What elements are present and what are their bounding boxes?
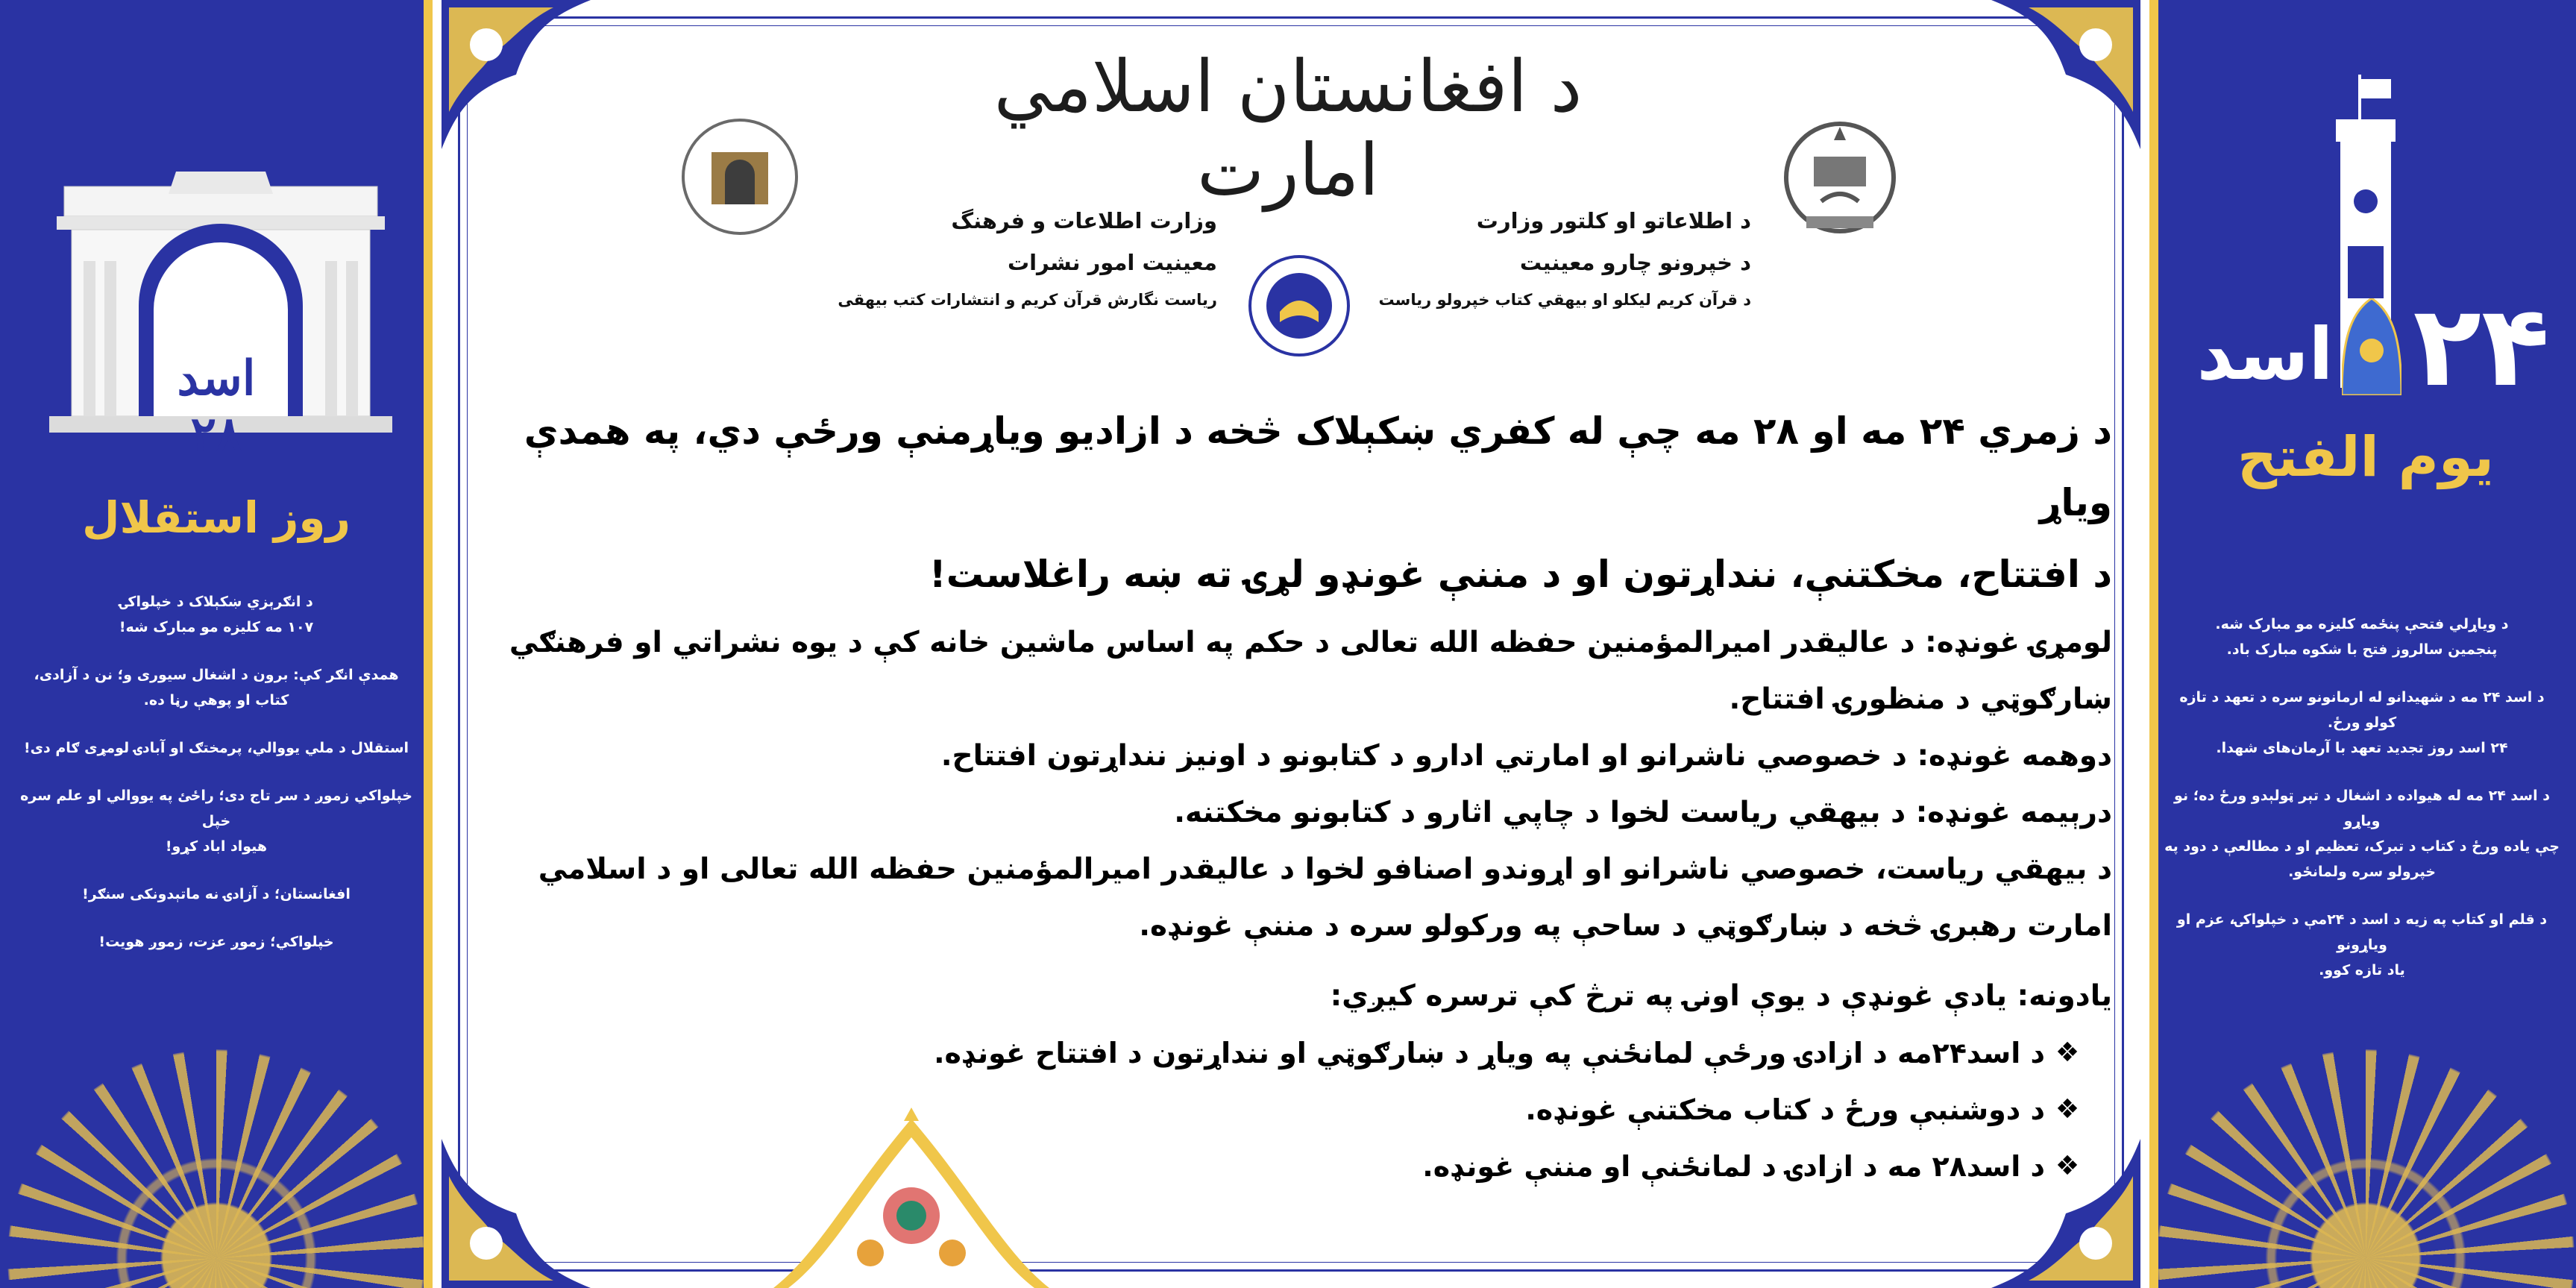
note-bullet-list xyxy=(471,1025,2112,1195)
right-note: د اسد ۲۴ مه له هیواده د اشغال د تېر ټولېدو ورځ ده؛ نو ویاړو چې یاده ورځ د کتاب د تبرک، تعظیم او د مطالعې د دود په خپرولو سره ولمانځو. xyxy=(2164,788,2560,880)
right-side-panel xyxy=(2149,0,2576,1288)
left-notes xyxy=(15,589,418,977)
left-mandala-ornament xyxy=(7,1049,425,1288)
list-item-text: د اسد۲۸ مه د ازادۍ د لمانځنې او مننې غونډه. xyxy=(1422,1150,2045,1183)
ministry-logo-icon xyxy=(680,113,799,240)
diamond-bullet-icon: ❖ xyxy=(2055,1037,2080,1068)
diamond-bullet-icon: ❖ xyxy=(2055,1094,2080,1125)
list-item xyxy=(471,1081,2090,1138)
emirate-emblem-icon xyxy=(1777,112,1903,246)
deputy-ministry-name: د خپرونو چارو معینیت xyxy=(1519,250,1751,275)
headline-line: د زمري ۲۴ مه او ۲۸ مه چې له کفري ښکېلاک څخه د ازادیو ویاړمنې ورځې دي، په همدې ویاړ xyxy=(524,409,2112,524)
directorate-name: ریاست نگارش قرآن کریم و انتشارات کتب بیهقی xyxy=(838,291,1217,309)
left-side-panel xyxy=(0,0,433,1288)
list-item xyxy=(471,1138,2090,1195)
deputy-ministry-name: معینیت امور نشرات xyxy=(1007,250,1217,275)
right-note: د اسد ۲۴ مه د شهیدانو له ارمانونو سره د تعهد د تازه کولو ورځ. ۲۴ اسد روز تجدید تعهد با آرمان‌های شهدا. xyxy=(2179,689,2545,756)
event-paragraph: درېیمه غونډه: د بیهقي ریاست لخوا د چاپي اثارو د کتابونو مخکتنه. xyxy=(1174,796,2112,829)
emirate-title: د افغانستان اسلامي امارت xyxy=(993,45,1583,212)
bayhaqi-logo-icon xyxy=(1247,254,1351,358)
event-paragraph: د بیهقي ریاست، خصوصي ناشرانو او اړوندو اصنافو لخوا د عالیقدر امیرالمؤمنین حفظه الله تعالی او د اسلامي امارت رهبرۍ څخه د ښارګوټي د ساحې په ورکولو سره د مننې غونډه. xyxy=(538,852,2112,943)
victory-day-banner: یوم الفتح xyxy=(2237,425,2495,489)
main-poster xyxy=(442,0,2140,1288)
ministry-block-dari xyxy=(829,200,1217,316)
right-note: د قلم او کتاب په زیه د اسد د ۲۴مې د خپلواکۍ، عزم او ویاړونو یاد تازه کوو. xyxy=(2176,911,2548,978)
corner-ornament-icon xyxy=(442,0,591,149)
left-note: د انګرېزي ښکېلاک د خپلواکۍ ۱۰۷ مه کلیزه مو مبارک شه! xyxy=(119,594,314,635)
left-note: استقلال د ملي یووالي، پرمختګ او آبادۍ لومړی ګام دی! xyxy=(23,740,409,756)
right-notes xyxy=(2164,612,2560,1005)
floral-dome-ornament-icon xyxy=(773,1104,1049,1288)
list-item xyxy=(471,1025,2090,1081)
ministry-block-pashto xyxy=(1363,200,1751,316)
date-badge-word: اسد xyxy=(2196,312,2334,396)
left-note: افغانستان؛ د آزادۍ نه ماتېدونکی سنګر! xyxy=(82,886,351,902)
directorate-name: د قرآن کریم لیکلو او بیهقي کتاب خپرولو ریاست xyxy=(1378,291,1751,309)
headline-line: د افتتاح، مخکتنې، ننداړتون او د مننې غونډو لړۍ ته ښه راغلاست! xyxy=(929,553,2112,596)
event-paragraph: لومړۍ غونډه: د عالیقدر امیرالمؤمنین حفظه الله تعالی د حکم په اساس ماشین خانه کې د یوه نشراتي او فرهنګي ښارګوټي د منظورۍ افتتاح. xyxy=(509,626,2112,716)
independence-day-banner: روز استقلال xyxy=(82,492,351,543)
ministry-name: وزارت اطلاعات و فرهنگ xyxy=(951,208,1217,233)
note-heading: یادونه: یادې غونډې د یوې اونۍ په ترڅ کې ترسره کیږي: xyxy=(1330,979,2112,1013)
left-gold-rule xyxy=(424,0,433,1288)
list-item-text: د اسد۲۴مه د ازادۍ ورځې لمانځنې په ویاړ د ښارګوټي او ننداړتون د افتتاح غونډه. xyxy=(934,1037,2045,1069)
right-mandala-ornament xyxy=(2157,1049,2575,1288)
mosque-medallion-icon xyxy=(2342,298,2401,395)
right-note: د ویاړلي فتحې پنځمه کلیزه مو مبارک شه. پنجمین سالروز فتح با شکوه مبارک باد. xyxy=(2215,616,2509,658)
left-note: خپلواکي زموږ د سر تاج دی؛ راځئ په یووالي او علم سره خپل هیواد اباد کړو! xyxy=(20,788,412,855)
date-badge-number: ۲۴ xyxy=(2413,282,2550,412)
corner-ornament-icon xyxy=(1991,0,2140,149)
diamond-bullet-icon: ❖ xyxy=(2055,1151,2080,1181)
left-note: خپلواکي؛ زموږ عزت، زموږ هویت! xyxy=(98,934,334,950)
event-paragraph: دوهمه غونډه: د خصوصي ناشرانو او امارتي ادارو د کتابونو د اونیز ننداړتون افتتاح. xyxy=(940,739,2112,773)
right-gold-rule xyxy=(2149,0,2158,1288)
left-note: همدې انګر کې: برون د اشغال سیوری و؛ نن د آزادی، کتاب او پوهې رڼا ده. xyxy=(34,667,399,709)
arch-date-label: اسد ۲۸ xyxy=(177,351,256,462)
list-item-text: د دوشنبې ورځ د کتاب مخکتنې غونډه. xyxy=(1525,1093,2045,1126)
announcement-body xyxy=(471,395,2112,1195)
ministry-name: د اطلاعاتو او کلتور وزارت xyxy=(1476,208,1751,233)
